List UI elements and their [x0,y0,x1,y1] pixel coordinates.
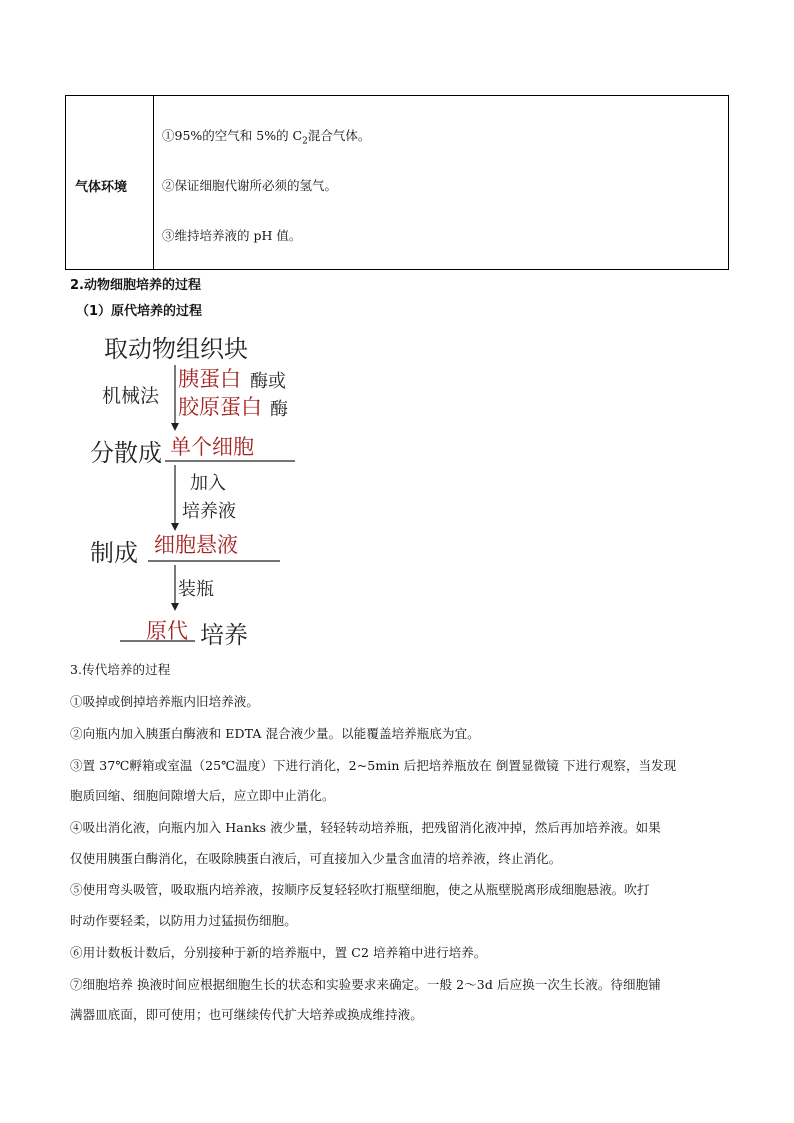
diagram-method-label: 机械法 [102,385,160,407]
table-label: 气体环境 [75,180,128,195]
arrow-3-head [171,603,179,611]
diagram-add-label-2: 培养液 [182,501,236,522]
diagram-step-3-prefix: 制成 [90,539,138,567]
diagram-enzyme-2-suffix: 酶 [270,399,288,420]
gas-environment-table [65,95,729,270]
section-3-line: 时动作要轻柔，以防用力过猛损伤细胞。 [70,913,297,928]
section-2-title: 2.动物细胞培养的过程 [70,278,201,293]
diagram-step-4-suffix: 培养 [200,621,248,649]
table-row-1-suffix: 混合气体。 [307,128,371,143]
section-3-line: ④吸出消化液，向瓶内加入 Hanks 液少量，轻轻转动培养瓶，把残留消化液冲掉，然后再加培养液。如果 [70,820,661,835]
section-2-subtitle: （1）原代培养的过程 [76,304,203,319]
table-row-2: ②保证细胞代谢所必须的氢气。 [162,178,338,193]
section-3-line: 仅使用胰蛋白酶消化，在吸除胰蛋白液后，可直接加入少量含血清的培养液，终止消化。 [70,851,562,866]
diagram-step-3-answer: 细胞悬液 [154,533,238,557]
section-3-line: 胞质回缩、细胞间隙增大后，应立即中止消化。 [70,788,335,803]
diagram-bottle-label: 装瓶 [178,579,214,600]
arrow-1-head [171,423,179,431]
section-3-line: ②向瓶内加入胰蛋白酶液和 EDTA 混合液少量。以能覆盖培养瓶底为宜。 [70,726,480,741]
diagram-step-2-answer: 单个细胞 [170,435,254,459]
section-3-line: ①吸掉或倒掉培养瓶内旧培养液。 [70,694,260,709]
table-row-1-text: ①95%的空气和 5%的 C [162,128,303,143]
diagram-enzyme-1: 胰蛋白 [178,367,241,391]
diagram-step-2-prefix: 分散成 [90,439,162,467]
section-3-line: ③置 37℃孵箱或室温（25℃温度）下进行消化，2~5min 后把培养瓶放在 倒置显微镜 下进行观察，当发现 [70,758,677,773]
section-3-line: ⑦细胞培养 换液时间应根据细胞生长的状态和实验要求来确定。一般 2～3d 后应换一次生长液。待细胞铺 [70,977,661,992]
table-row-1 [162,126,370,147]
diagram-add-label-1: 加入 [190,473,226,494]
table-row-1-subscript: 2 [302,136,308,147]
section-3-line: ⑥用计数板计数后，分别接种于新的培养瓶中，置 C2 培养箱中进行培养。 [70,945,487,960]
diagram-step-1: 取动物组织块 [104,335,248,363]
table-row-3: ③维持培养液的 pH 值。 [162,228,302,243]
primary-culture-flow-diagram [90,325,320,655]
table-label-cell [66,96,154,269]
section-3-line: ⑤使用弯头吸管，吸取瓶内培养液，按顺序反复轻轻吹打瓶壁细胞，使之从瓶壁脱离形成细胞悬液。吹打 [70,882,650,897]
diagram-enzyme-1-suffix: 酶或 [250,371,286,392]
section-3-line: 满器皿底面，即可使用；也可继续传代扩大培养或换成维持液。 [70,1007,423,1022]
diagram-enzyme-2: 胶原蛋白 [178,395,262,419]
diagram-step-4-answer: 原代 [146,619,188,643]
section-3-title: 3.传代培养的过程 [70,662,171,677]
